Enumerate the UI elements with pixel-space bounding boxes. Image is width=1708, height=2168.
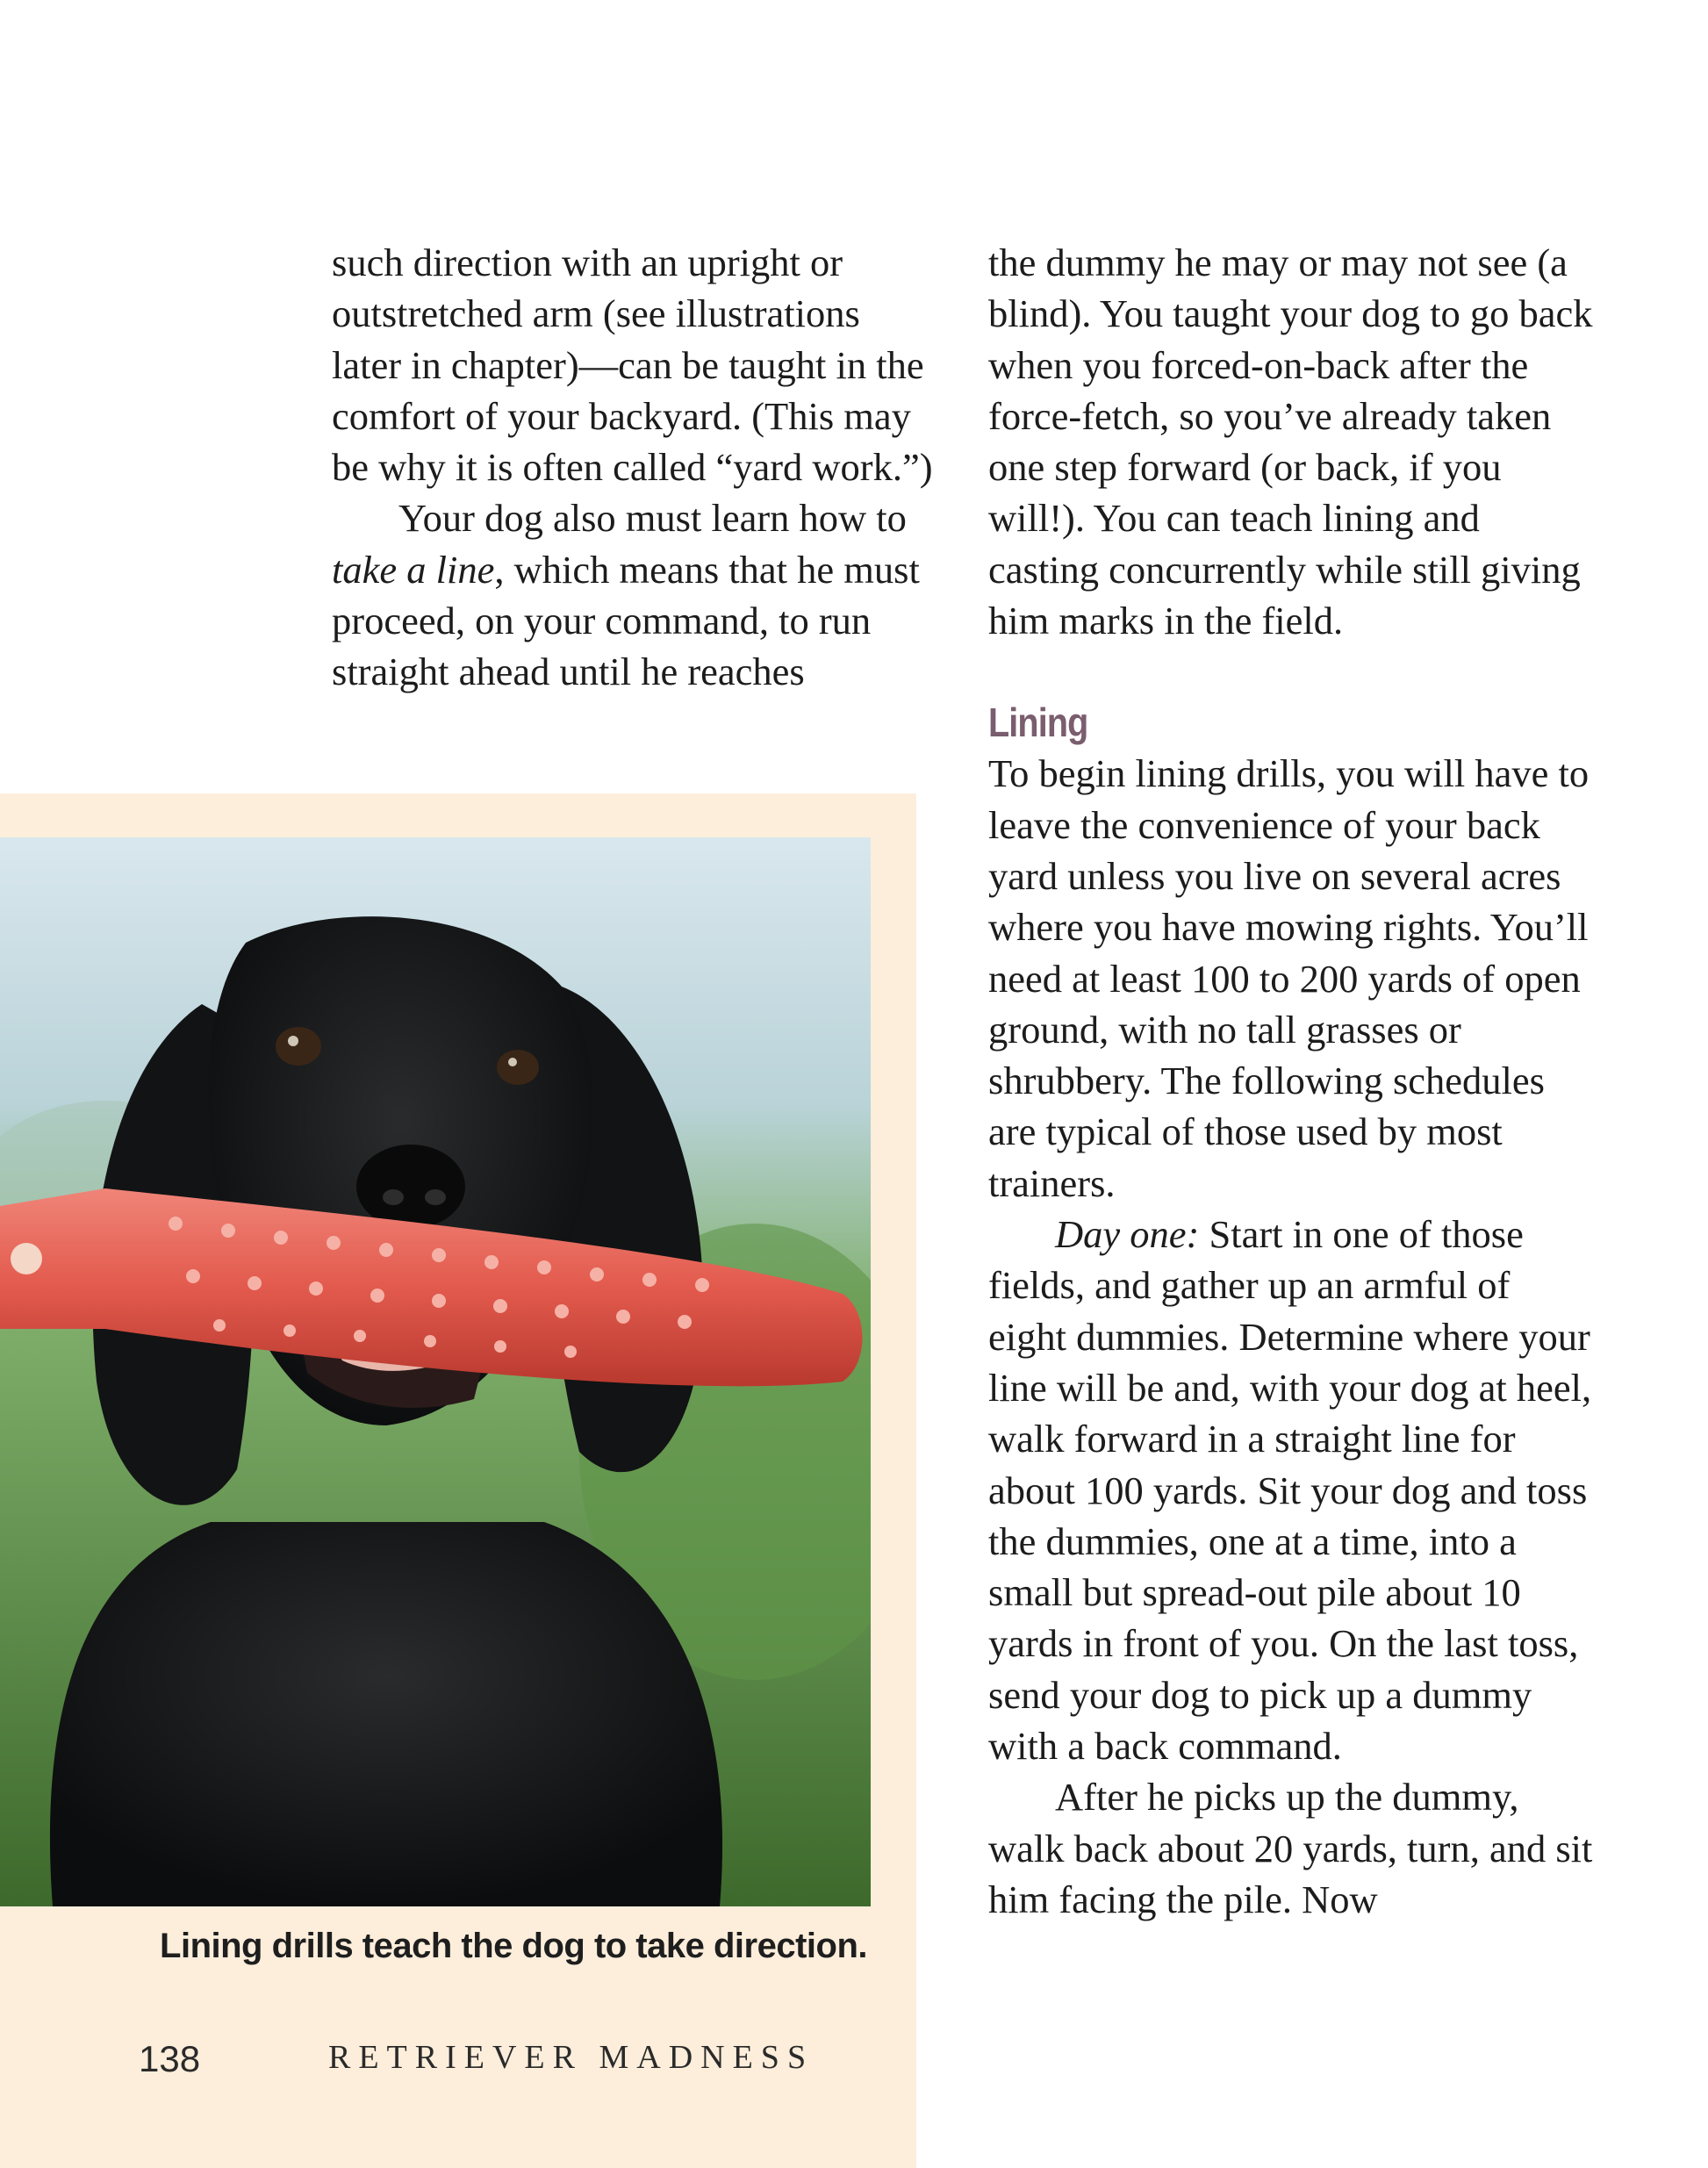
text-run: Start in one of those fields, and gather up an armful of eight dummies. Determine where your line will be and, with your dog at heel, walk forward in a straight line for about 100 yards. Sit your dog and toss the dummies, one at a time, into a small but spread-out pile about 10 yards in front of you. On the last toss, send your dog to pick up a dummy with a back command. [988, 1212, 1592, 1769]
section-heading: Lining [988, 700, 1088, 746]
paragraph: After he picks up the dummy, walk back about 20 yards, turn, and sit him facing the pile. Now [988, 1775, 1593, 1921]
paragraph: such direction with an upright or outstretched arm (see illustrations later in chapter)—can be taught in the comfort of your backyard. (This may be why it is often called “yard work.”) [332, 240, 933, 490]
paragraph [332, 492, 937, 697]
page-number: 138 [139, 2038, 201, 2079]
paragraph: the dummy he may or may not see (a blind). You taught your dog to go back when you forced-on-back after the force-fetch, so you’ve already taken one step forward (or back, if you will!). You can teach lining and casting concurrently while still giving him marks in the field. [988, 240, 1593, 643]
paragraph [988, 1209, 1594, 1771]
italic-term: take a line [332, 547, 495, 592]
dog-photo [0, 837, 871, 1906]
text-run: Your dog also must learn how to [398, 496, 907, 541]
dog-with-dummy-illustration [0, 837, 871, 1906]
figure-caption: Lining drills teach the dog to take direction. [160, 1927, 867, 1965]
left-text-column [332, 237, 937, 698]
text-run: , which means that he must proceed, on your command, to run straight ahead until he reaches [332, 547, 920, 694]
italic-lead: Day one: [1055, 1212, 1200, 1257]
right-text-column [988, 237, 1594, 1925]
running-footer-title: RETRIEVER MADNESS [328, 2039, 815, 2076]
paragraph: To begin lining drills, you will have to leave the convenience of your back yard unless you live on several acres where you have mowing rights. You’ll need at least 100 to 200 yards of open ground, with no tall grasses or shrubbery. The following schedules are typical of those used by most trainers. [988, 751, 1590, 1205]
